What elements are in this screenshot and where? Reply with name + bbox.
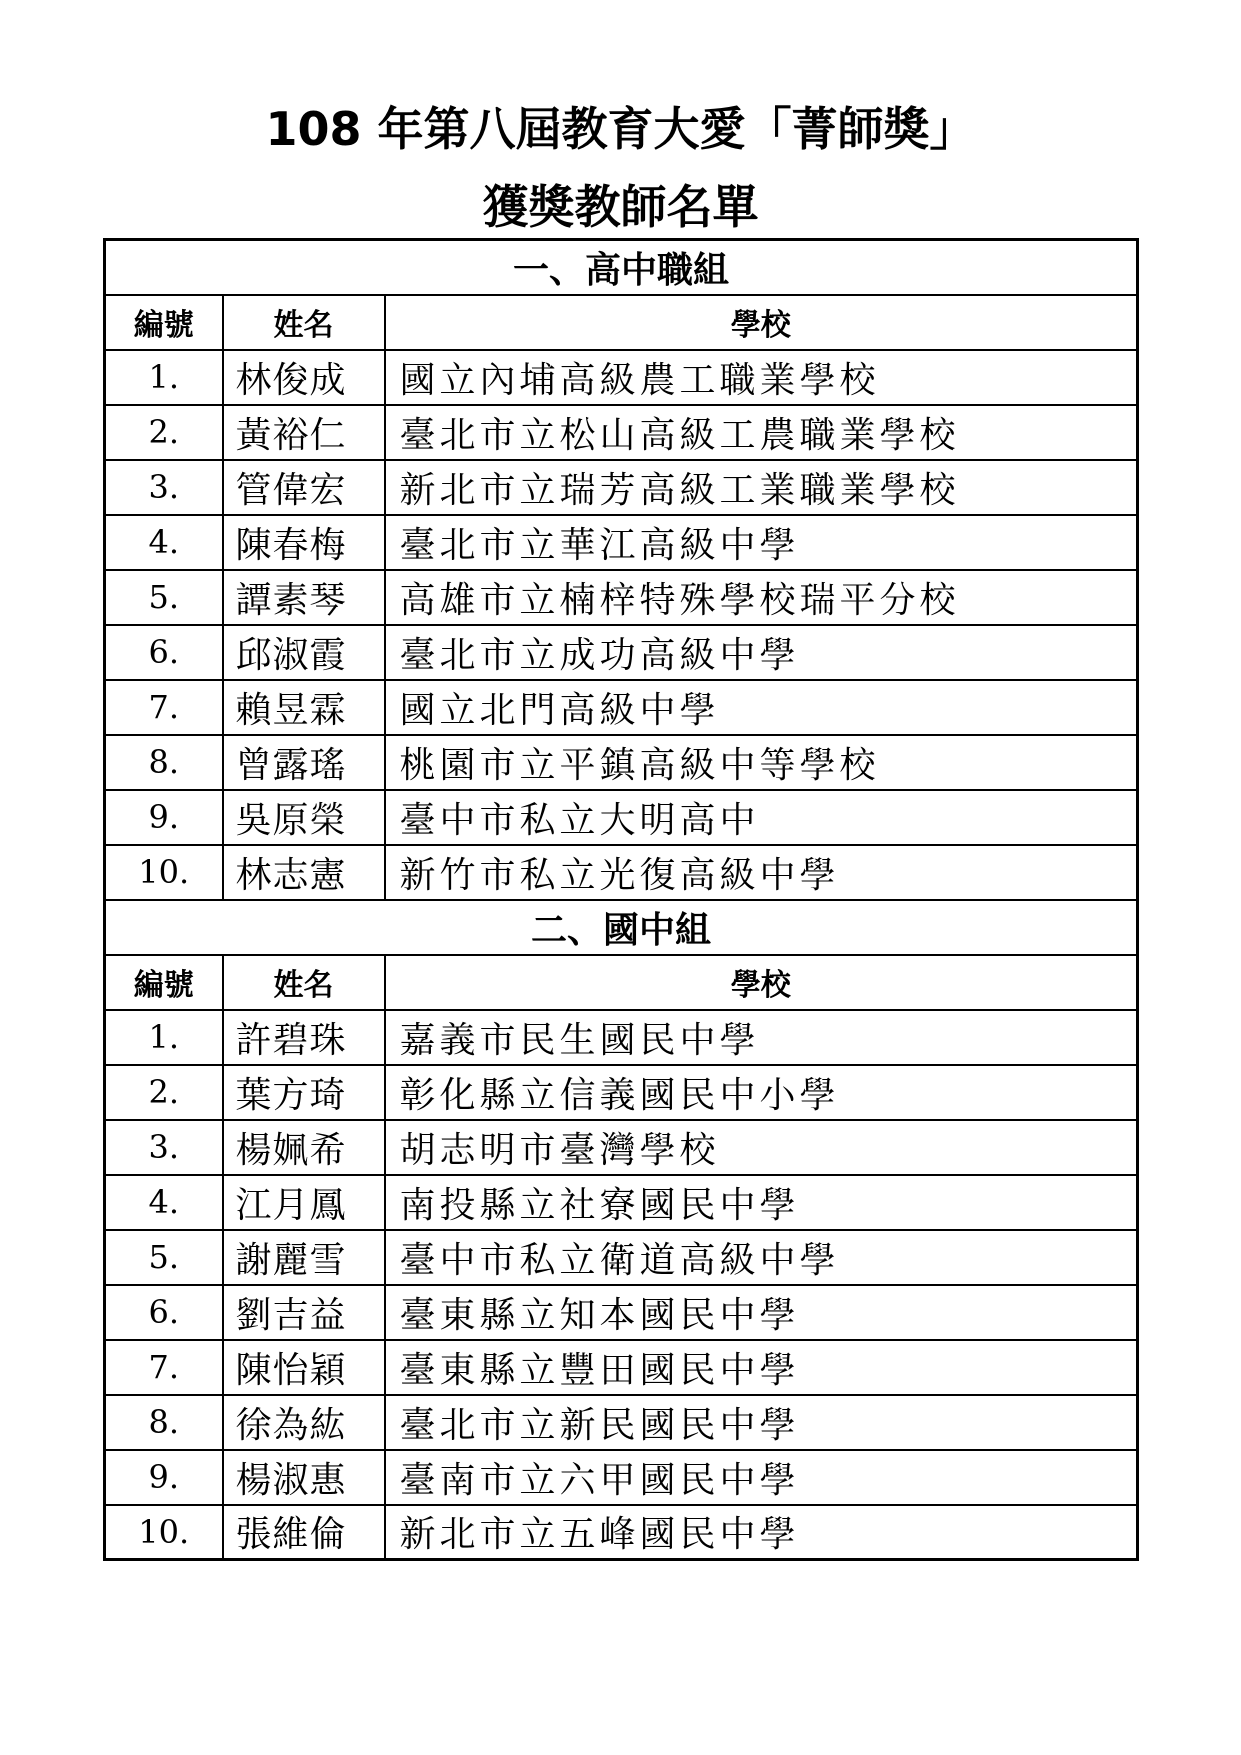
section-header [105,240,1138,295]
header-num: 編號 [105,955,223,1010]
row-number: 8. [105,1395,223,1450]
header-school: 學校 [385,955,1138,1010]
page-subtitle: 獲獎教師名單 [482,180,759,234]
teacher-name: 葉方琦 [223,1065,385,1120]
school-name: 臺北市立華江高級中學 [385,515,1138,570]
teacher-name: 陳春梅 [223,515,385,570]
school-name: 國立內埔高級農工職業學校 [385,350,1138,405]
teacher-name: 張維倫 [223,1505,385,1560]
table-row [105,515,1138,570]
teacher-name: 林俊成 [223,350,385,405]
section-title: 一、高中職組 [105,240,1138,295]
teacher-name: 黃裕仁 [223,405,385,460]
row-number: 6. [105,1285,223,1340]
column-header-row [105,295,1138,350]
school-name: 臺北市立松山高級工農職業學校 [385,405,1138,460]
row-number: 9. [105,790,223,845]
header-school: 學校 [385,295,1138,350]
table-row [105,570,1138,625]
row-number: 4. [105,1175,223,1230]
school-name: 臺南市立六甲國民中學 [385,1450,1138,1505]
school-name: 臺東縣立知本國民中學 [385,1285,1138,1340]
table-row [105,680,1138,735]
award-table [103,238,1139,1561]
row-number: 10. [105,845,223,900]
teacher-name: 許碧珠 [223,1010,385,1065]
table-row [105,1395,1138,1450]
page-title: 108 年第八屆教育大愛「菁師獎」 [265,102,976,156]
row-number: 7. [105,1340,223,1395]
row-number: 2. [105,405,223,460]
table-row [105,405,1138,460]
teacher-name: 江月鳳 [223,1175,385,1230]
teacher-name: 譚素琴 [223,570,385,625]
table-row [105,735,1138,790]
row-number: 9. [105,1450,223,1505]
header-name: 姓名 [223,955,385,1010]
header-name: 姓名 [223,295,385,350]
teacher-name: 陳怡穎 [223,1340,385,1395]
table-row [105,1450,1138,1505]
school-name: 彰化縣立信義國民中小學 [385,1065,1138,1120]
school-name: 高雄市立楠梓特殊學校瑞平分校 [385,570,1138,625]
table-row [105,1230,1138,1285]
row-number: 5. [105,570,223,625]
school-name: 新北市立瑞芳高級工業職業學校 [385,460,1138,515]
teacher-name: 邱淑霞 [223,625,385,680]
table-row [105,1120,1138,1175]
table-row [105,350,1138,405]
teacher-name: 謝麗雪 [223,1230,385,1285]
row-number: 3. [105,1120,223,1175]
school-name: 國立北門高級中學 [385,680,1138,735]
teacher-name: 吳原榮 [223,790,385,845]
table-row [105,790,1138,845]
school-name: 嘉義市民生國民中學 [385,1010,1138,1065]
school-name: 臺中市私立衛道高級中學 [385,1230,1138,1285]
teacher-name: 林志憲 [223,845,385,900]
school-name: 桃園市立平鎮高級中等學校 [385,735,1138,790]
row-number: 4. [105,515,223,570]
table-row [105,1010,1138,1065]
school-name: 新北市立五峰國民中學 [385,1505,1138,1560]
teacher-name: 曾露瑤 [223,735,385,790]
row-number: 10. [105,1505,223,1560]
teacher-name: 劉吉益 [223,1285,385,1340]
school-name: 胡志明市臺灣學校 [385,1120,1138,1175]
table-row [105,625,1138,680]
school-name: 南投縣立社寮國民中學 [385,1175,1138,1230]
school-name: 臺北市立新民國民中學 [385,1395,1138,1450]
teacher-name: 楊姵希 [223,1120,385,1175]
teacher-name: 楊淑惠 [223,1450,385,1505]
row-number: 1. [105,1010,223,1065]
header-num: 編號 [105,295,223,350]
school-name: 臺中市私立大明高中 [385,790,1138,845]
table-row [105,460,1138,515]
teacher-name: 徐為紘 [223,1395,385,1450]
school-name: 新竹市私立光復高級中學 [385,845,1138,900]
row-number: 8. [105,735,223,790]
table-row [105,1340,1138,1395]
teacher-name: 賴昱霖 [223,680,385,735]
school-name: 臺東縣立豐田國民中學 [385,1340,1138,1395]
table-row [105,1505,1138,1560]
row-number: 1. [105,350,223,405]
row-number: 6. [105,625,223,680]
row-number: 7. [105,680,223,735]
table-row [105,1285,1138,1340]
section-header [105,900,1138,955]
table-row [105,845,1138,900]
school-name: 臺北市立成功高級中學 [385,625,1138,680]
row-number: 3. [105,460,223,515]
table-row [105,1175,1138,1230]
teacher-name: 管偉宏 [223,460,385,515]
column-header-row [105,955,1138,1010]
row-number: 2. [105,1065,223,1120]
row-number: 5. [105,1230,223,1285]
table-row [105,1065,1138,1120]
section-title: 二、國中組 [105,900,1138,955]
